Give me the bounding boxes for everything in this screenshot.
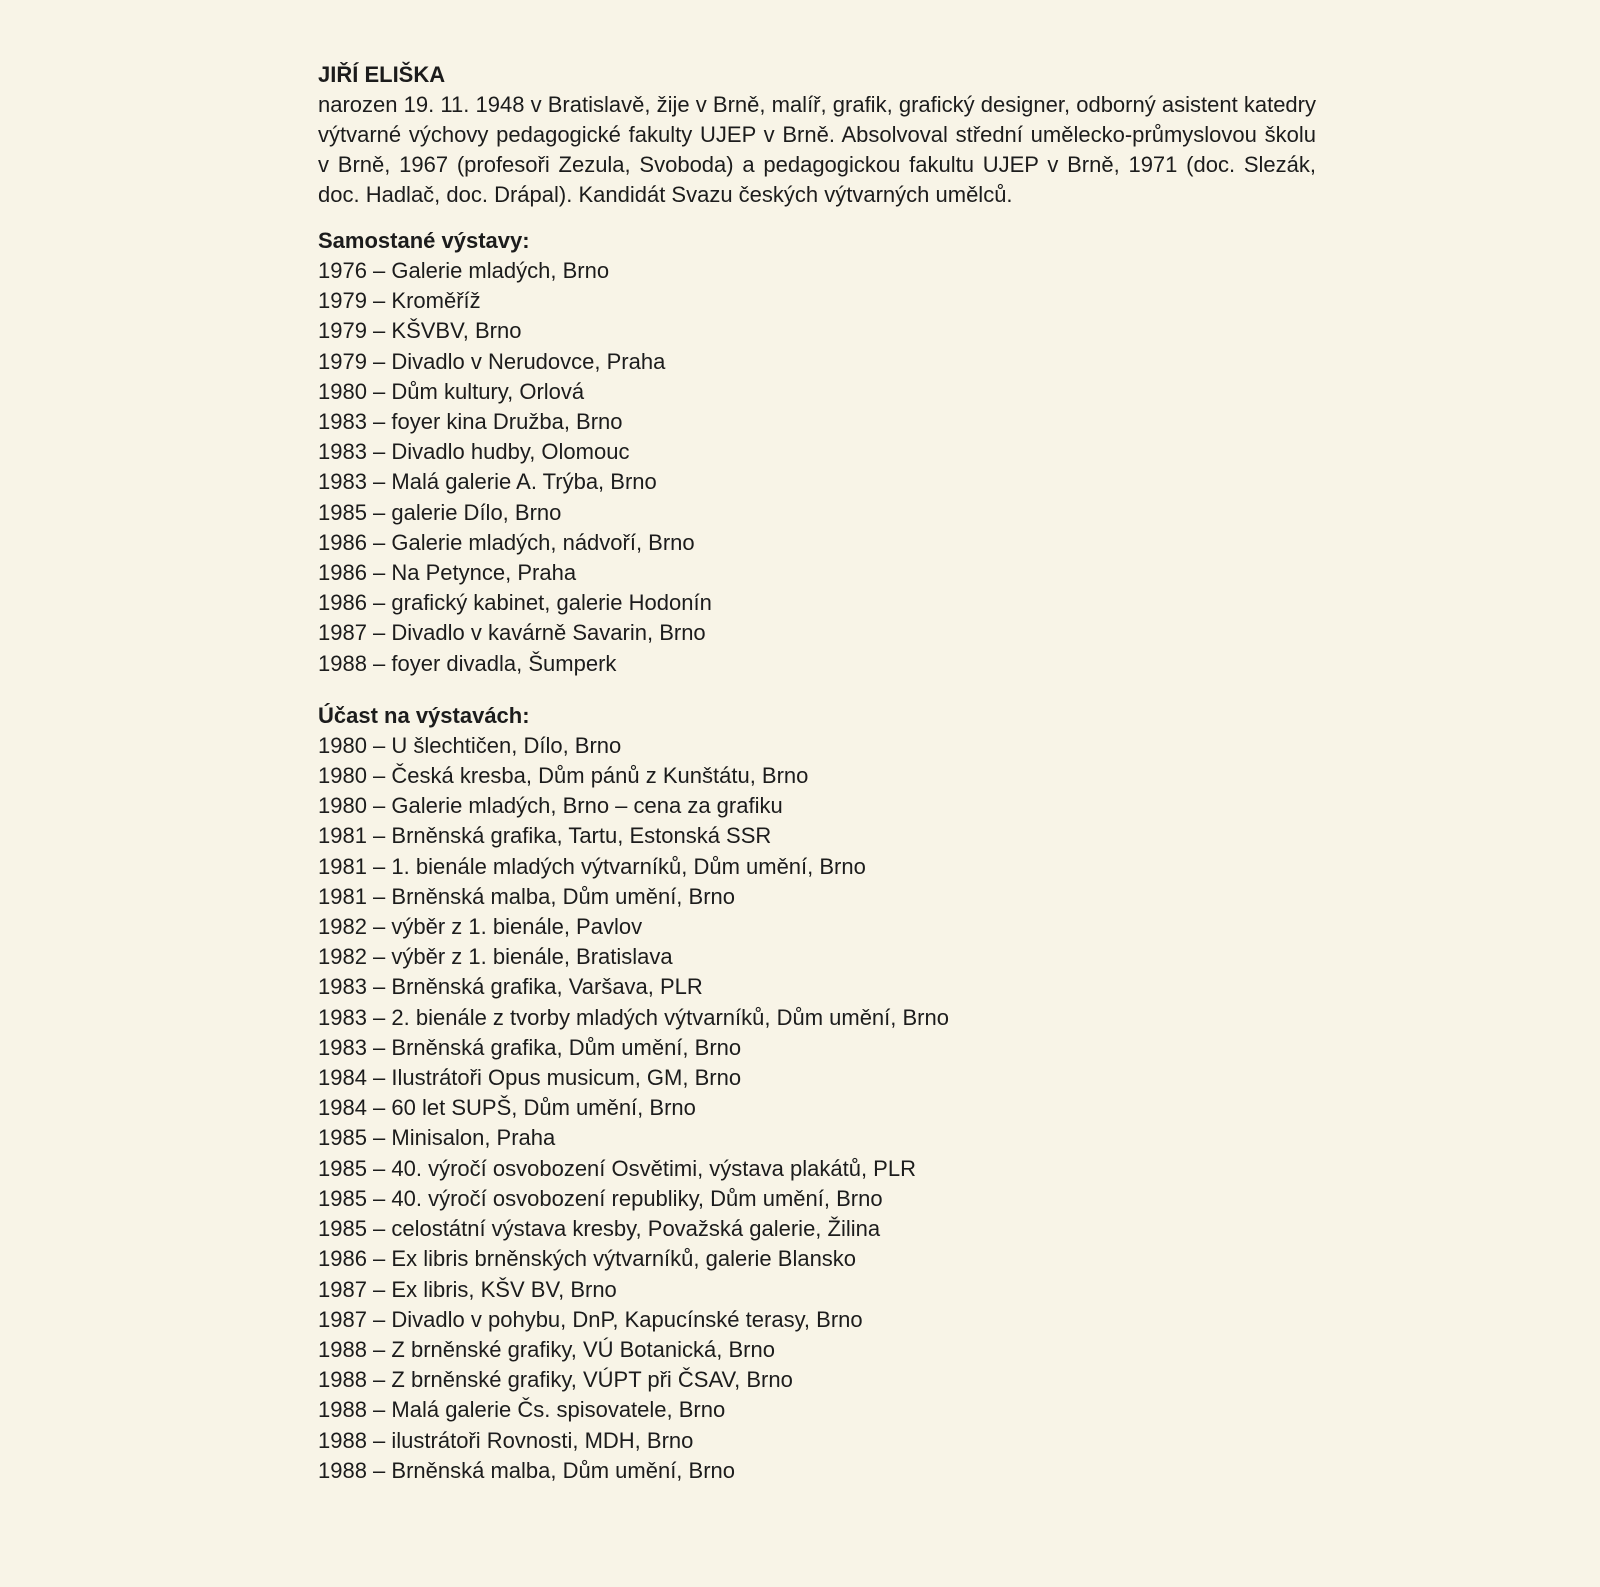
exhibition-entry: 1985 – Minisalon, Praha xyxy=(318,1125,556,1151)
exhibition-entry: 1988 – Brněnská malba, Dům umění, Brno xyxy=(318,1457,736,1483)
exhibition-entry: 1983 – Brněnská grafika, Varšava, PLR xyxy=(318,974,703,1000)
exhibition-entry: 1985 – galerie Dílo, Brno xyxy=(318,499,562,525)
group-exhibitions-title: Účast na výstavách: xyxy=(318,702,530,728)
solo-exhibitions-list xyxy=(318,256,1316,679)
exhibition-entry: 1985 – 40. výročí osvobození republiky, Dům umění, Brno xyxy=(318,1185,883,1211)
exhibition-entry: 1988 – Malá galerie Čs. spisovatele, Brno xyxy=(318,1397,726,1423)
exhibition-entry: 1979 – Kroměříž xyxy=(318,288,481,314)
exhibition-entry: 1976 – Galerie mladých, Brno xyxy=(318,258,610,283)
exhibition-entry: 1982 – výběr z 1. bienále, Pavlov xyxy=(318,914,643,940)
exhibition-entry: 1983 – Divadlo hudby, Olomouc xyxy=(318,439,630,465)
exhibition-entry: 1980 – U šlechtičen, Dílo, Brno xyxy=(318,732,622,758)
exhibition-entry: 1987 – Divadlo v kavárně Savarin, Brno xyxy=(318,620,706,646)
exhibition-entry: 1986 – Na Petynce, Praha xyxy=(318,560,577,586)
exhibition-entry: 1988 – foyer divadla, Šumperk xyxy=(318,650,617,676)
exhibition-entry: 1986 – Galerie mladých, nádvoří, Brno xyxy=(318,529,695,555)
exhibition-entry: 1979 – KŠVBV, Brno xyxy=(318,318,522,344)
exhibition-entry: 1980 – Česká kresba, Dům pánů z Kunštátu, Brno xyxy=(318,763,809,789)
exhibition-entry: 1981 – 1. bienále mladých výtvarníků, Dům umění, Brno xyxy=(318,853,866,879)
exhibition-entry: 1979 – Divadlo v Nerudovce, Praha xyxy=(318,348,666,374)
exhibition-entry: 1985 – celostátní výstava kresby, Považská galerie, Žilina xyxy=(318,1216,881,1242)
artist-name: JIŘÍ ELIŠKA xyxy=(318,62,446,87)
exhibition-entry: 1984 – 60 let SUPŠ, Dům umění, Brno xyxy=(318,1095,696,1121)
exhibition-entry: 1981 – Brněnská grafika, Tartu, Estonská SSR xyxy=(318,823,772,849)
exhibition-entry: 1983 – foyer kina Družba, Brno xyxy=(318,409,623,435)
exhibition-entry: 1981 – Brněnská malba, Dům umění, Brno xyxy=(318,883,736,909)
artist-bio: narozen 19. 11. 1948 v Bratislavě, žije v Brně, malíř, grafik, grafický designer, odborný asistent katedry výtvarné výchovy pedagogické fakulty UJEP v Brně. Absolvoval střední umělecko-průmyslovou školu v Brně, 1967 (profesoři Zezula, Svoboda) a pedagogickou fakultu UJEP v Brně, 1971 (doc. Slezák, doc. Hadlač, doc. Drápal). Kandidát Svazu českých výtvarných umělců. xyxy=(318,92,1316,207)
exhibition-entry: 1983 – Malá galerie A. Trýba, Brno xyxy=(318,469,657,495)
exhibition-entry: 1987 – Ex libris, KŠV BV, Brno xyxy=(318,1276,617,1302)
exhibition-entry: 1985 – 40. výročí osvobození Osvětimi, výstava plakátů, PLR xyxy=(318,1155,916,1181)
solo-exhibitions-title: Samostané výstavy: xyxy=(318,228,530,253)
document-page xyxy=(318,60,1316,1486)
exhibition-entry: 1983 – Brněnská grafika, Dům umění, Brno xyxy=(318,1034,742,1060)
exhibition-entry: 1988 – Z brněnské grafiky, VÚ Botanická, Brno xyxy=(318,1336,775,1362)
exhibition-entry: 1984 – Ilustrátoři Opus musicum, GM, Brno xyxy=(318,1065,742,1091)
exhibition-entry: 1987 – Divadlo v pohybu, DnP, Kapucínské terasy, Brno xyxy=(318,1306,863,1332)
exhibition-entry: 1986 – Ex libris brněnských výtvarníků, galerie Blansko xyxy=(318,1246,857,1272)
group-exhibitions-list xyxy=(318,731,1316,1486)
exhibition-entry: 1988 – Z brněnské grafiky, VÚPT při ČSAV, Brno xyxy=(318,1367,793,1393)
exhibition-entry: 1988 – ilustrátoři Rovnosti, MDH, Brno xyxy=(318,1427,694,1453)
exhibition-entry: 1986 – grafický kabinet, galerie Hodonín xyxy=(318,590,712,616)
exhibition-entry: 1980 – Dům kultury, Orlová xyxy=(318,378,585,404)
exhibition-entry: 1980 – Galerie mladých, Brno – cena za grafiku xyxy=(318,793,783,819)
exhibition-entry: 1983 – 2. bienále z tvorby mladých výtvarníků, Dům umění, Brno xyxy=(318,1004,949,1030)
exhibition-entry: 1982 – výběr z 1. bienále, Bratislava xyxy=(318,944,673,970)
